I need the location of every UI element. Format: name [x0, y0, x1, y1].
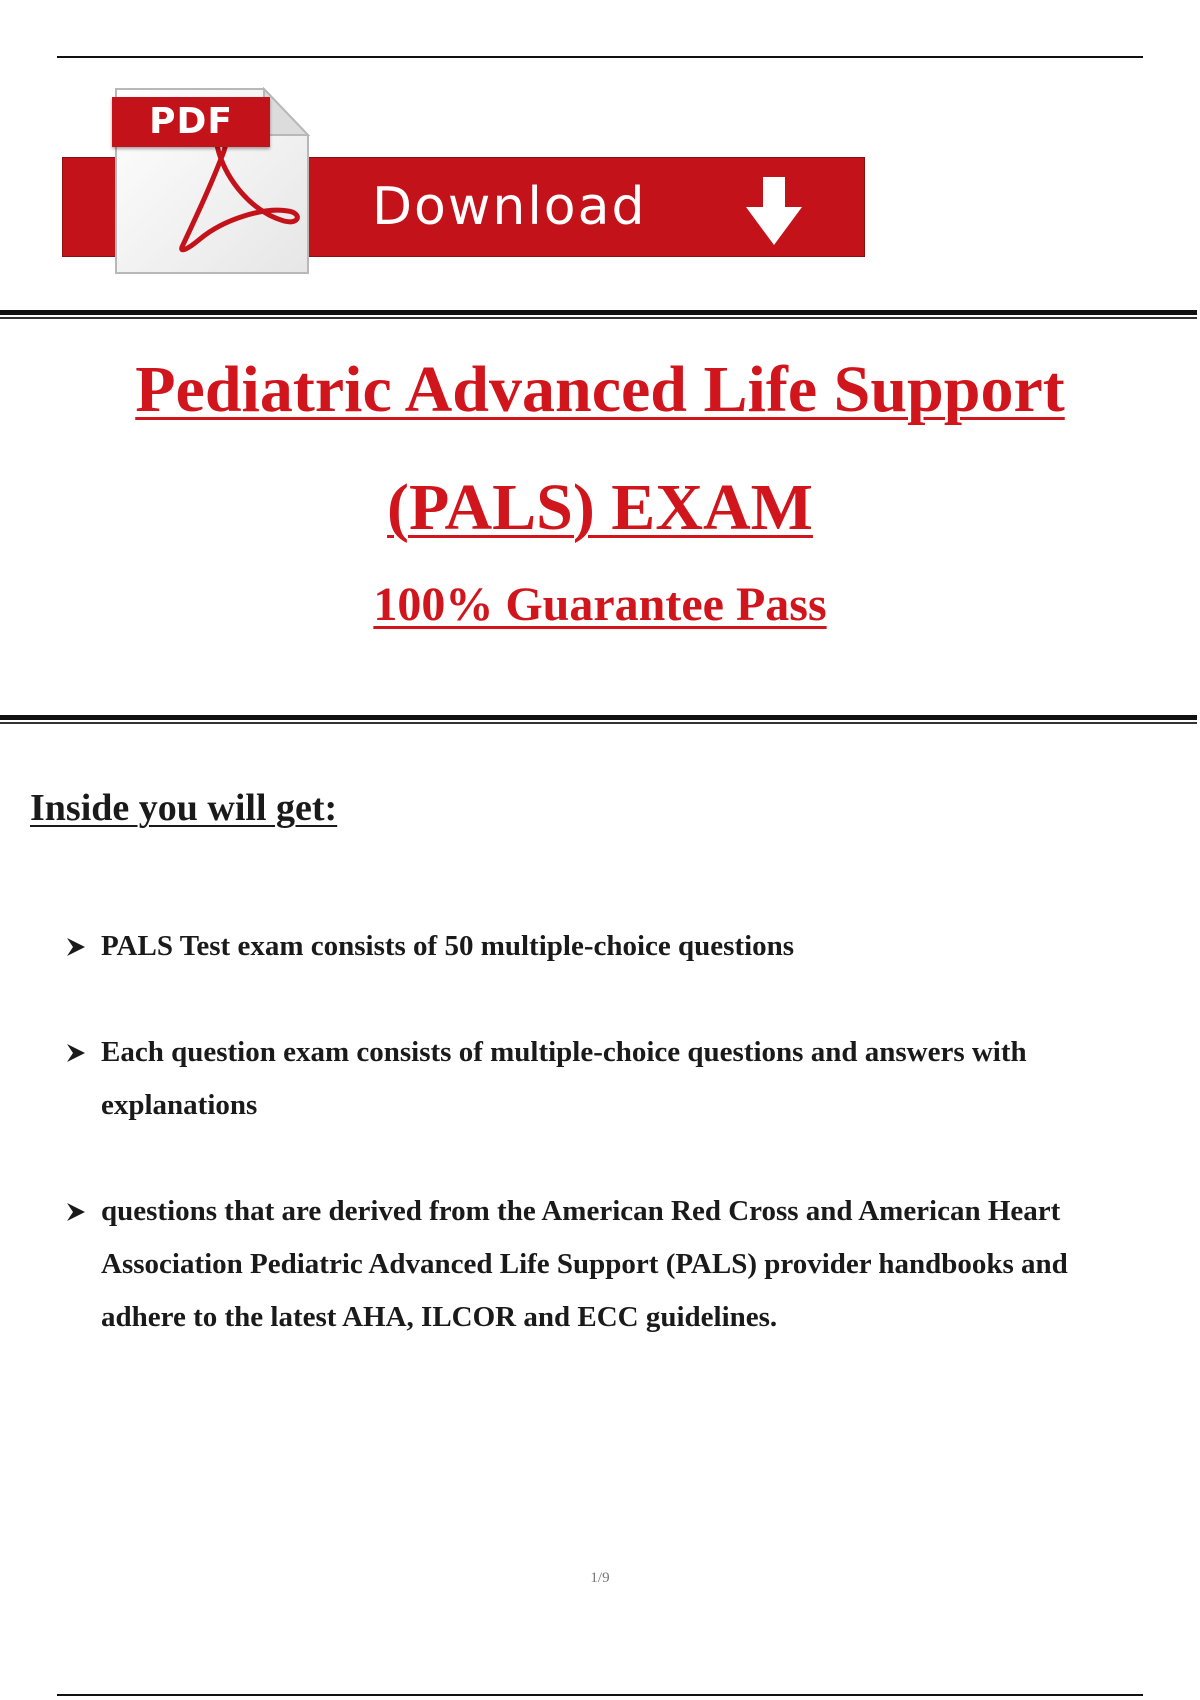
page-number: 1/9 [590, 1570, 610, 1586]
arrowhead-bullet-icon [65, 1042, 87, 1064]
top-rule [57, 56, 1143, 58]
list-item-text: questions that are derived from the American Red Cross and American Heart Association Pediatric Advanced Life Support (PALS) provider handbooks and adhere to the latest AHA, ILCOR and ECC guidelines. [101, 1195, 1068, 1333]
list-item [65, 1026, 1145, 1132]
list-item-text: Each question exam consists of multiple-choice questions and answers with explanations [101, 1036, 1027, 1121]
section-heading: Inside you will get: [30, 787, 338, 829]
pdf-tag: PDF [112, 97, 270, 147]
title-block [0, 340, 1200, 640]
list-item-text: PALS Test exam consists of 50 multiple-choice questions [101, 930, 795, 962]
download-label[interactable]: Download [372, 177, 647, 237]
download-arrow-icon[interactable] [742, 175, 806, 247]
arrowhead-bullet-icon [65, 936, 87, 958]
list-item [65, 920, 1145, 973]
page-title: Pediatric Advanced Life Support [135, 353, 1065, 426]
arrowhead-bullet-icon [65, 1201, 87, 1223]
page-title-line2: (PALS) EXAM [387, 471, 813, 544]
section-divider-top [0, 310, 1197, 319]
list-item [65, 1185, 1145, 1344]
pdf-document-icon [108, 87, 348, 277]
page-subtitle: 100% Guarantee Pass [373, 578, 827, 631]
pdf-download-banner[interactable] [62, 85, 867, 280]
bottom-rule [57, 1694, 1143, 1696]
section-divider-bottom [0, 715, 1197, 724]
feature-list [65, 920, 1145, 1344]
